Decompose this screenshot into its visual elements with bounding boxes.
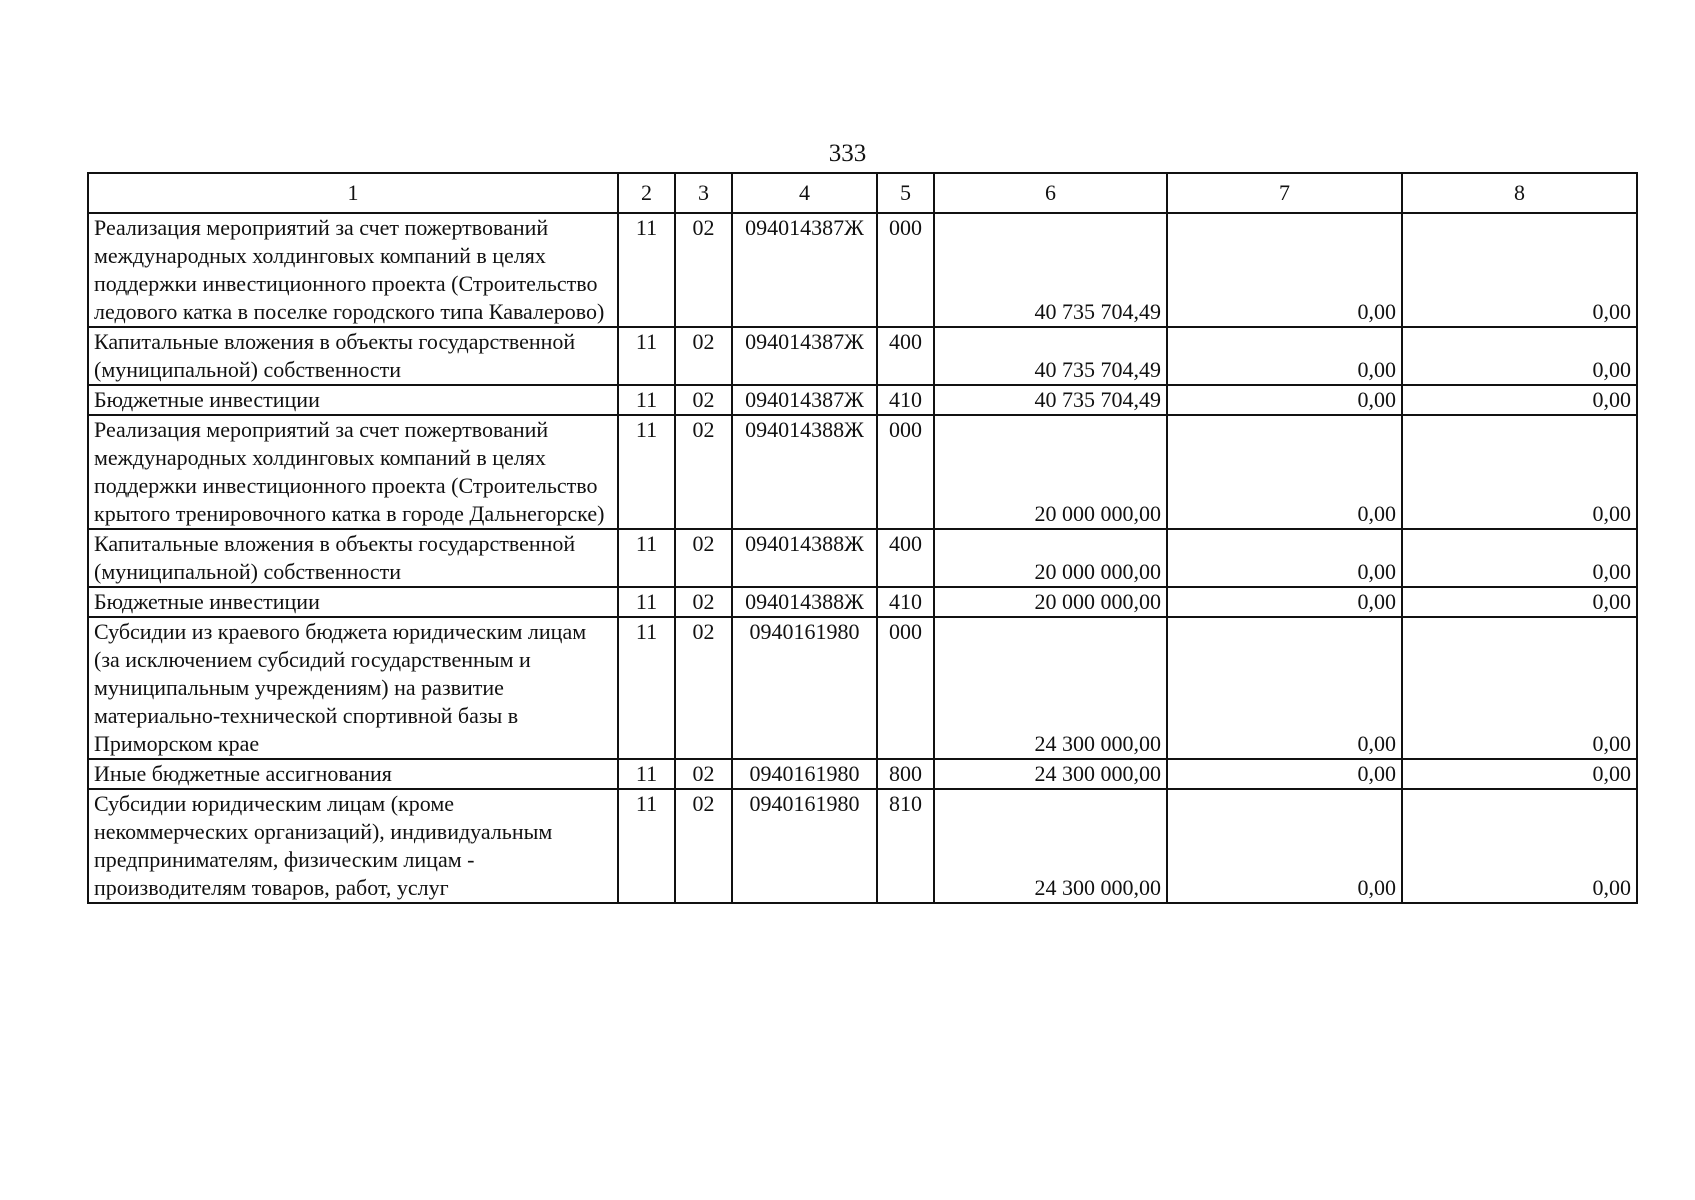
row-type-code: 410: [877, 385, 934, 415]
row-amount: 20 000 000,00: [934, 529, 1167, 587]
row-target-code: 0940161980: [732, 759, 877, 789]
row-name: Иные бюджетные ассигнования: [88, 759, 618, 789]
row-target-code: 094014387Ж: [732, 213, 877, 327]
row-amount-2: 0,00: [1167, 529, 1402, 587]
row-name: Реализация мероприятий за счет пожертвований международных холдинговых компаний в целях поддержки инвестиционного проекта (Строительство ледового катка в поселке городского типа Кавалерово): [88, 213, 618, 327]
table-row: [88, 327, 1637, 385]
row-target-code: 094014388Ж: [732, 415, 877, 529]
header-row: [88, 173, 1637, 213]
row-subsection: 02: [675, 415, 732, 529]
row-section: 11: [618, 213, 675, 327]
row-amount-2: 0,00: [1167, 587, 1402, 617]
row-section: 11: [618, 415, 675, 529]
row-name: Бюджетные инвестиции: [88, 587, 618, 617]
row-type-code: 810: [877, 789, 934, 903]
table-row: [88, 789, 1637, 903]
row-target-code: 094014387Ж: [732, 327, 877, 385]
table-row: [88, 587, 1637, 617]
table-row: [88, 617, 1637, 759]
row-type-code: 000: [877, 617, 934, 759]
row-subsection: 02: [675, 529, 732, 587]
row-amount-3: 0,00: [1402, 385, 1637, 415]
row-amount-2: 0,00: [1167, 327, 1402, 385]
row-name: Субсидии юридическим лицам (кроме некоммерческих организаций), индивидуальным предпринимателям, физическим лицам - производителям товаров, работ, услуг: [88, 789, 618, 903]
row-amount: 40 735 704,49: [934, 385, 1167, 415]
row-name: Субсидии из краевого бюджета юридическим лицам (за исключением субсидий государственным и муниципальным учреждениям) на развитие материально-технической спортивной базы в Приморском крае: [88, 617, 618, 759]
row-subsection: 02: [675, 617, 732, 759]
row-amount-2: 0,00: [1167, 759, 1402, 789]
row-amount: 40 735 704,49: [934, 327, 1167, 385]
row-subsection: 02: [675, 385, 732, 415]
row-amount-2: 0,00: [1167, 617, 1402, 759]
row-amount: 20 000 000,00: [934, 415, 1167, 529]
row-amount-2: 0,00: [1167, 789, 1402, 903]
row-subsection: 02: [675, 213, 732, 327]
row-section: 11: [618, 617, 675, 759]
row-section: 11: [618, 529, 675, 587]
column-header: 3: [675, 173, 732, 213]
column-header: 5: [877, 173, 934, 213]
table-row: [88, 529, 1637, 587]
page-number: 333: [828, 140, 867, 167]
row-name: Реализация мероприятий за счет пожертвований международных холдинговых компаний в целях поддержки инвестиционного проекта (Строительство крытого тренировочного катка в городе Дальнегорске): [88, 415, 618, 529]
row-amount: 40 735 704,49: [934, 213, 1167, 327]
table-row: [88, 759, 1637, 789]
row-target-code: 0940161980: [732, 789, 877, 903]
row-subsection: 02: [675, 789, 732, 903]
row-type-code: 400: [877, 529, 934, 587]
row-name: Бюджетные инвестиции: [88, 385, 618, 415]
column-header: 4: [732, 173, 877, 213]
table-row: [88, 385, 1637, 415]
row-amount-3: 0,00: [1402, 529, 1637, 587]
row-target-code: 094014388Ж: [732, 587, 877, 617]
row-amount-3: 0,00: [1402, 415, 1637, 529]
row-amount-2: 0,00: [1167, 385, 1402, 415]
column-header: 1: [88, 173, 618, 213]
row-subsection: 02: [675, 759, 732, 789]
row-section: 11: [618, 587, 675, 617]
row-type-code: 000: [877, 415, 934, 529]
row-section: 11: [618, 759, 675, 789]
column-header: 8: [1402, 173, 1637, 213]
table-row: [88, 415, 1637, 529]
row-amount-2: 0,00: [1167, 415, 1402, 529]
budget-table: [87, 172, 1638, 904]
row-amount-3: 0,00: [1402, 789, 1637, 903]
row-type-code: 410: [877, 587, 934, 617]
column-header: 7: [1167, 173, 1402, 213]
row-target-code: 094014388Ж: [732, 529, 877, 587]
row-section: 11: [618, 789, 675, 903]
column-header: 2: [618, 173, 675, 213]
row-type-code: 000: [877, 213, 934, 327]
row-amount: 24 300 000,00: [934, 759, 1167, 789]
row-amount-3: 0,00: [1402, 759, 1637, 789]
row-amount: 24 300 000,00: [934, 789, 1167, 903]
row-amount: 20 000 000,00: [934, 587, 1167, 617]
table-body: [88, 213, 1637, 903]
row-amount: 24 300 000,00: [934, 617, 1167, 759]
row-amount-3: 0,00: [1402, 587, 1637, 617]
row-amount-2: 0,00: [1167, 213, 1402, 327]
row-target-code: 0940161980: [732, 617, 877, 759]
row-target-code: 094014387Ж: [732, 385, 877, 415]
row-subsection: 02: [675, 327, 732, 385]
row-amount-3: 0,00: [1402, 617, 1637, 759]
row-section: 11: [618, 385, 675, 415]
row-name: Капитальные вложения в объекты государственной (муниципальной) собственности: [88, 529, 618, 587]
row-name: Капитальные вложения в объекты государственной (муниципальной) собственности: [88, 327, 618, 385]
row-section: 11: [618, 327, 675, 385]
row-amount-3: 0,00: [1402, 213, 1637, 327]
table-row: [88, 213, 1637, 327]
row-amount-3: 0,00: [1402, 327, 1637, 385]
row-type-code: 800: [877, 759, 934, 789]
column-header: 6: [934, 173, 1167, 213]
row-type-code: 400: [877, 327, 934, 385]
row-subsection: 02: [675, 587, 732, 617]
